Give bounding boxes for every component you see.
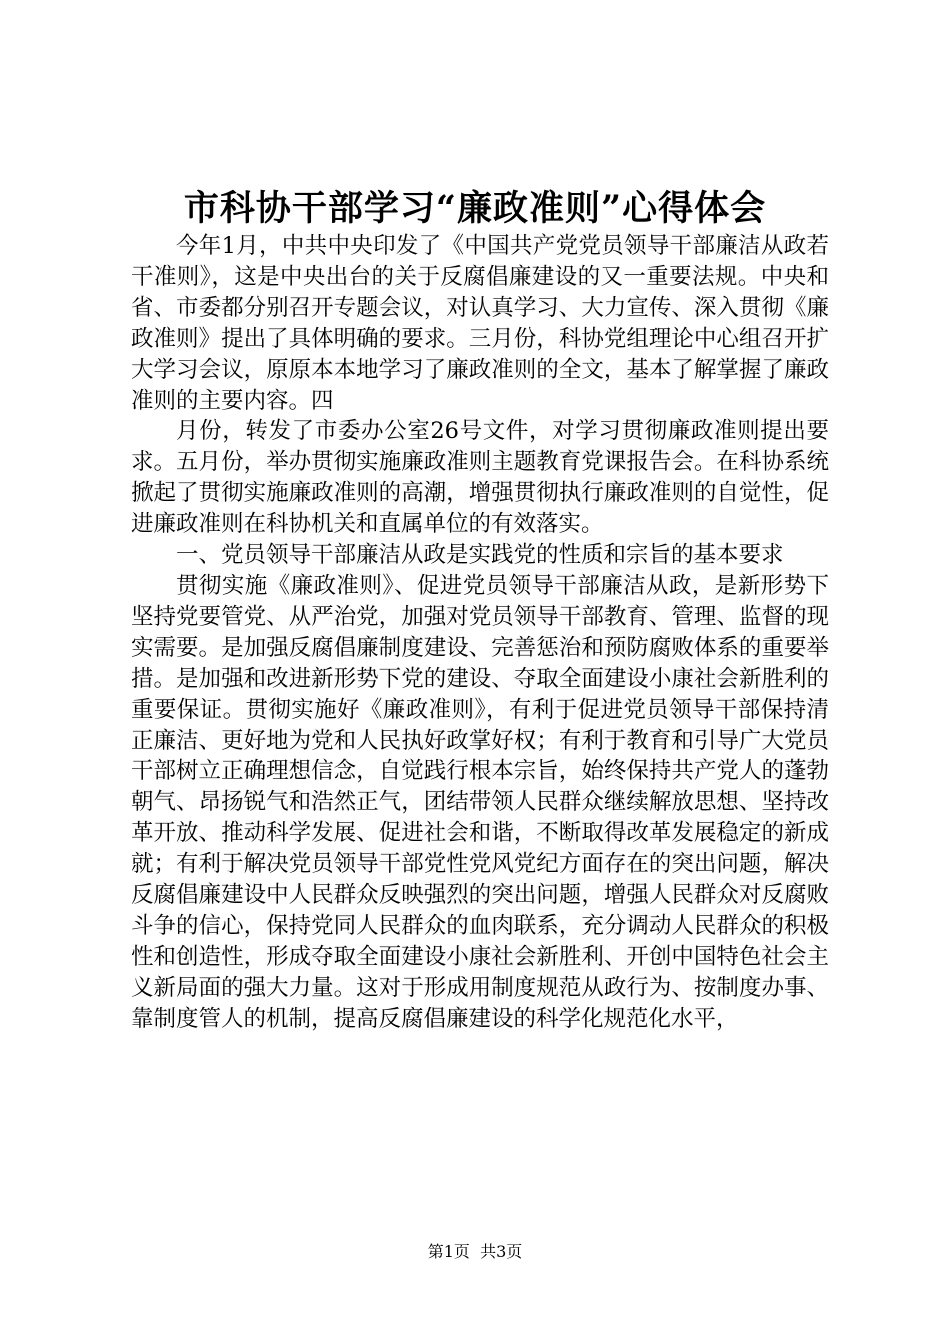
paragraph-3: 贯彻实施《廉政准则》、促进党员领导干部廉洁从政，是新形势下坚持党要管党、从严治党，加强对党员领导干部教育、管理、监督的现实需要。是加强反腐倡廉制度建设、完善惩治和预防腐败体系的重要举措。是加强和改进新形势下党的建设、夺取全面建设小康社会新胜利的重要保证。贯彻实施好《廉政准则》，有利于促进党员领导干部保持清正廉洁、更好地为党和人民执好政掌好权；有利于教育和引导广大党员干部树立正确理想信念，自觉践行根本宗旨，始终保持共产党人的蓬勃朝气、昂扬锐气和浩然正气，团结带领人民群众继续解放思想、坚持改革开放、推动科学发展、促进社会和谐，不断取得改革发展稳定的新成就；有利于解决党员领导干部党性党风党纪方面存在的突出问题，解决反腐倡廉建设中人民群众反映强烈的突出问题，增强人民群众对反腐败斗争的信心，保持党同人民群众的血肉联系，充分调动人民群众的积极性和创造性，形成夺取全面建设小康社会新胜利、开创中国特色社会主义新局面的强大力量。这对于形成用制度规范从政行为、按制度办事、靠制度管人的机制，提高反腐倡廉建设的科学化规范化水平， — [131, 572, 829, 1032]
section-heading-1: 一、党员领导干部廉洁从政是实践党的性质和宗旨的基本要求 — [176, 542, 784, 569]
page-number: 第1页 — [427, 1242, 470, 1261]
page-total: 共3页 — [480, 1242, 523, 1261]
paragraph-1: 今年1月，中共中央印发了《中国共产党党员领导干部廉洁从政若干准则》，这是中央出台的关于反腐倡廉建设的又一重要法规。中央和省、市委都分别召开专题会议，对认真学习、大力宣传、深入贯彻《廉政准则》提出了具体明确的要求。三月份，科协党组理论中心组召开扩大学习会议，原原本本地学习了廉政准则的全文，基本了解掌握了廉政准则的主要内容。四 — [131, 233, 829, 414]
page-footer — [0, 1241, 950, 1263]
document-body — [131, 231, 829, 1035]
document-title: 市科协干部学习“廉政准则”心得体会 — [183, 188, 767, 229]
footer-spacer — [470, 1242, 480, 1261]
paragraph-2: 月份，转发了市委办公室26号文件，对学习贯彻廉政准则提出要求。五月份，举办贯彻实施廉政准则主题教育党课报告会。在科协系统掀起了贯彻实施廉政准则的高潮，增强贯彻执行廉政准则的自觉性，促进廉政准则在科协机关和直属单位的有效落实。 — [131, 418, 829, 538]
